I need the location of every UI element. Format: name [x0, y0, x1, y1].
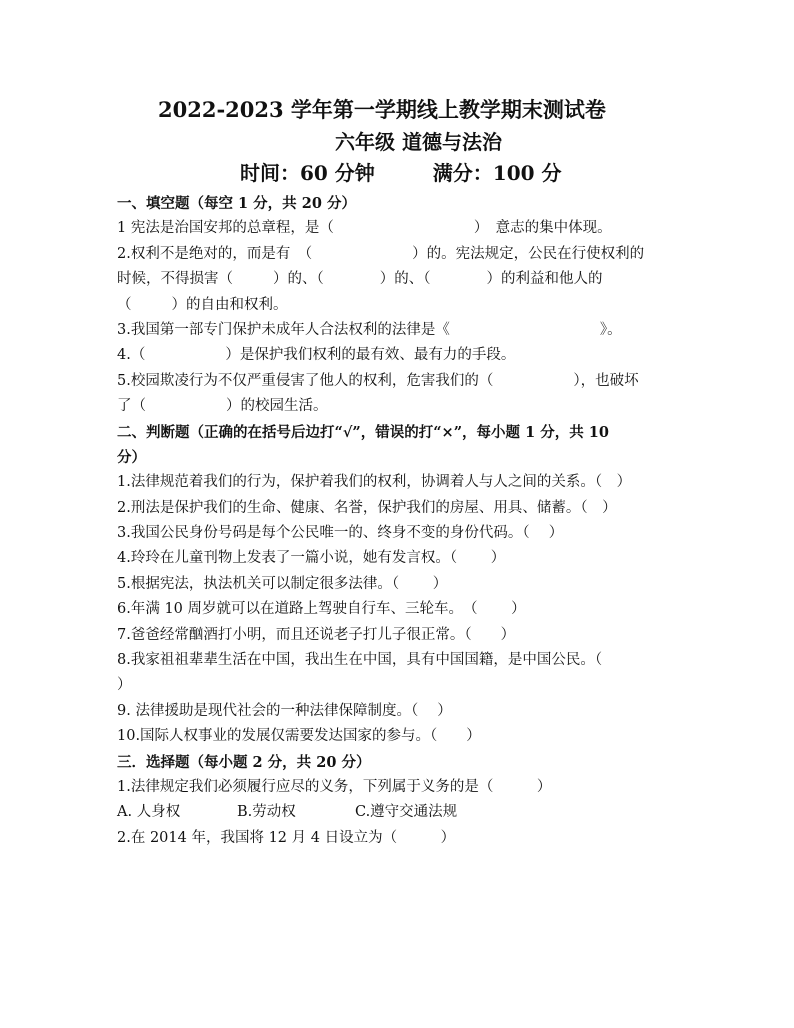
score-label: 满分：100 分 [432, 161, 562, 185]
fill-question-5-cont: 了（ ）的校园生活。 [117, 398, 328, 415]
section1-heading: 一、填空题（每空 1 分，共 20 分） [117, 195, 356, 212]
fill-question-2-cont: 时候，不得损害（ ）的、（ ）的、（ ）的利益和他人的 [117, 271, 603, 288]
section3-heading: 三．选择题（每小题 2 分，共 20 分） [117, 753, 371, 771]
judge-question-3: 3.我国公民身份号码是每个公民唯一的、终身不变的身份代码。（ ） [117, 525, 564, 542]
fill-question-2-end: （ ）的自由和权利。 [117, 296, 288, 313]
fill-question-3: 3.我国第一部专门保护未成年人合法权利的法律是《 》。 [117, 321, 622, 338]
option-a: A. 人身权 [117, 804, 181, 821]
judge-question-10: 10.国际人权事业的发展仅需要发达国家的参与。（ ） [117, 728, 481, 745]
fill-question-5: 5.校园欺凌行为不仅严重侵害了他人的权利，危害我们的（ ），也破坏 [117, 372, 639, 389]
judge-question-4: 4.玲玲在儿童刊物上发表了一篇小说，她有发言权。（ ） [117, 550, 506, 567]
option-c: C.遵守交通法规 [355, 804, 458, 821]
fill-question-4: 4.（ ）是保护我们权利的最有效、最有力的手段。 [117, 347, 516, 364]
judge-question-5: 5.根据宪法，执法机关可以制定很多法律。（ ） [117, 575, 448, 592]
choice-question-1: 1.法律规定我们必须履行应尽的义务，下列属于义务的是（ ） [117, 778, 552, 795]
exam-subtitle: 六年级 道德与法治 [335, 130, 502, 154]
option-b: B.劳动权 [237, 804, 296, 821]
exam-title: 2022-2023 学年第一学期线上教学期末测试卷 [158, 97, 606, 122]
judge-question-9: 9. 法律援助是现代社会的一种法律保障制度。（ ） [117, 702, 452, 719]
section2-heading: 二、判断题（正确的在括号后边打“√”，错误的打“×”，每小题 1 分，共 10 [117, 423, 609, 441]
fill-question-1: 1 宪法是治国安邦的总章程，是（ ） 意志的集中体现。 [117, 220, 612, 237]
exam-time-score [240, 157, 562, 186]
fill-question-2: 2.权利不是绝对的，而是有 （ ）的。宪法规定，公民在行使权利的 [117, 245, 645, 262]
exam-content [117, 191, 683, 851]
choice-question-2: 2.在 2014 年，我国将 12 月 4 日设立为（ ） [117, 829, 456, 846]
judge-question-1: 1.法律规范着我们的行为，保护着我们的权利，协调着人与人之间的关系。（ ） [117, 474, 632, 491]
section2-heading-cont: 分） [117, 448, 146, 466]
judge-question-6: 6.年满 10 周岁就可以在道路上驾驶自行车、三轮车。 （ ） [117, 601, 526, 618]
judge-question-7: 7.爸爸经常酗酒打小明，而且还说老子打儿子很正常。（ ） [117, 626, 516, 643]
judge-question-8: 8.我家祖祖辈辈生活在中国，我出生在中国，具有中国国籍，是中国公民。（ [117, 652, 603, 669]
choice-question-1-options [117, 800, 683, 825]
judge-question-2: 2.刑法是保护我们的生命、健康、名誉，保护我们的房屋、用具、储蓄。（ ） [117, 499, 617, 516]
judge-question-8-cont: ） [117, 677, 132, 694]
time-label: 时间：60 分钟 [240, 161, 375, 185]
